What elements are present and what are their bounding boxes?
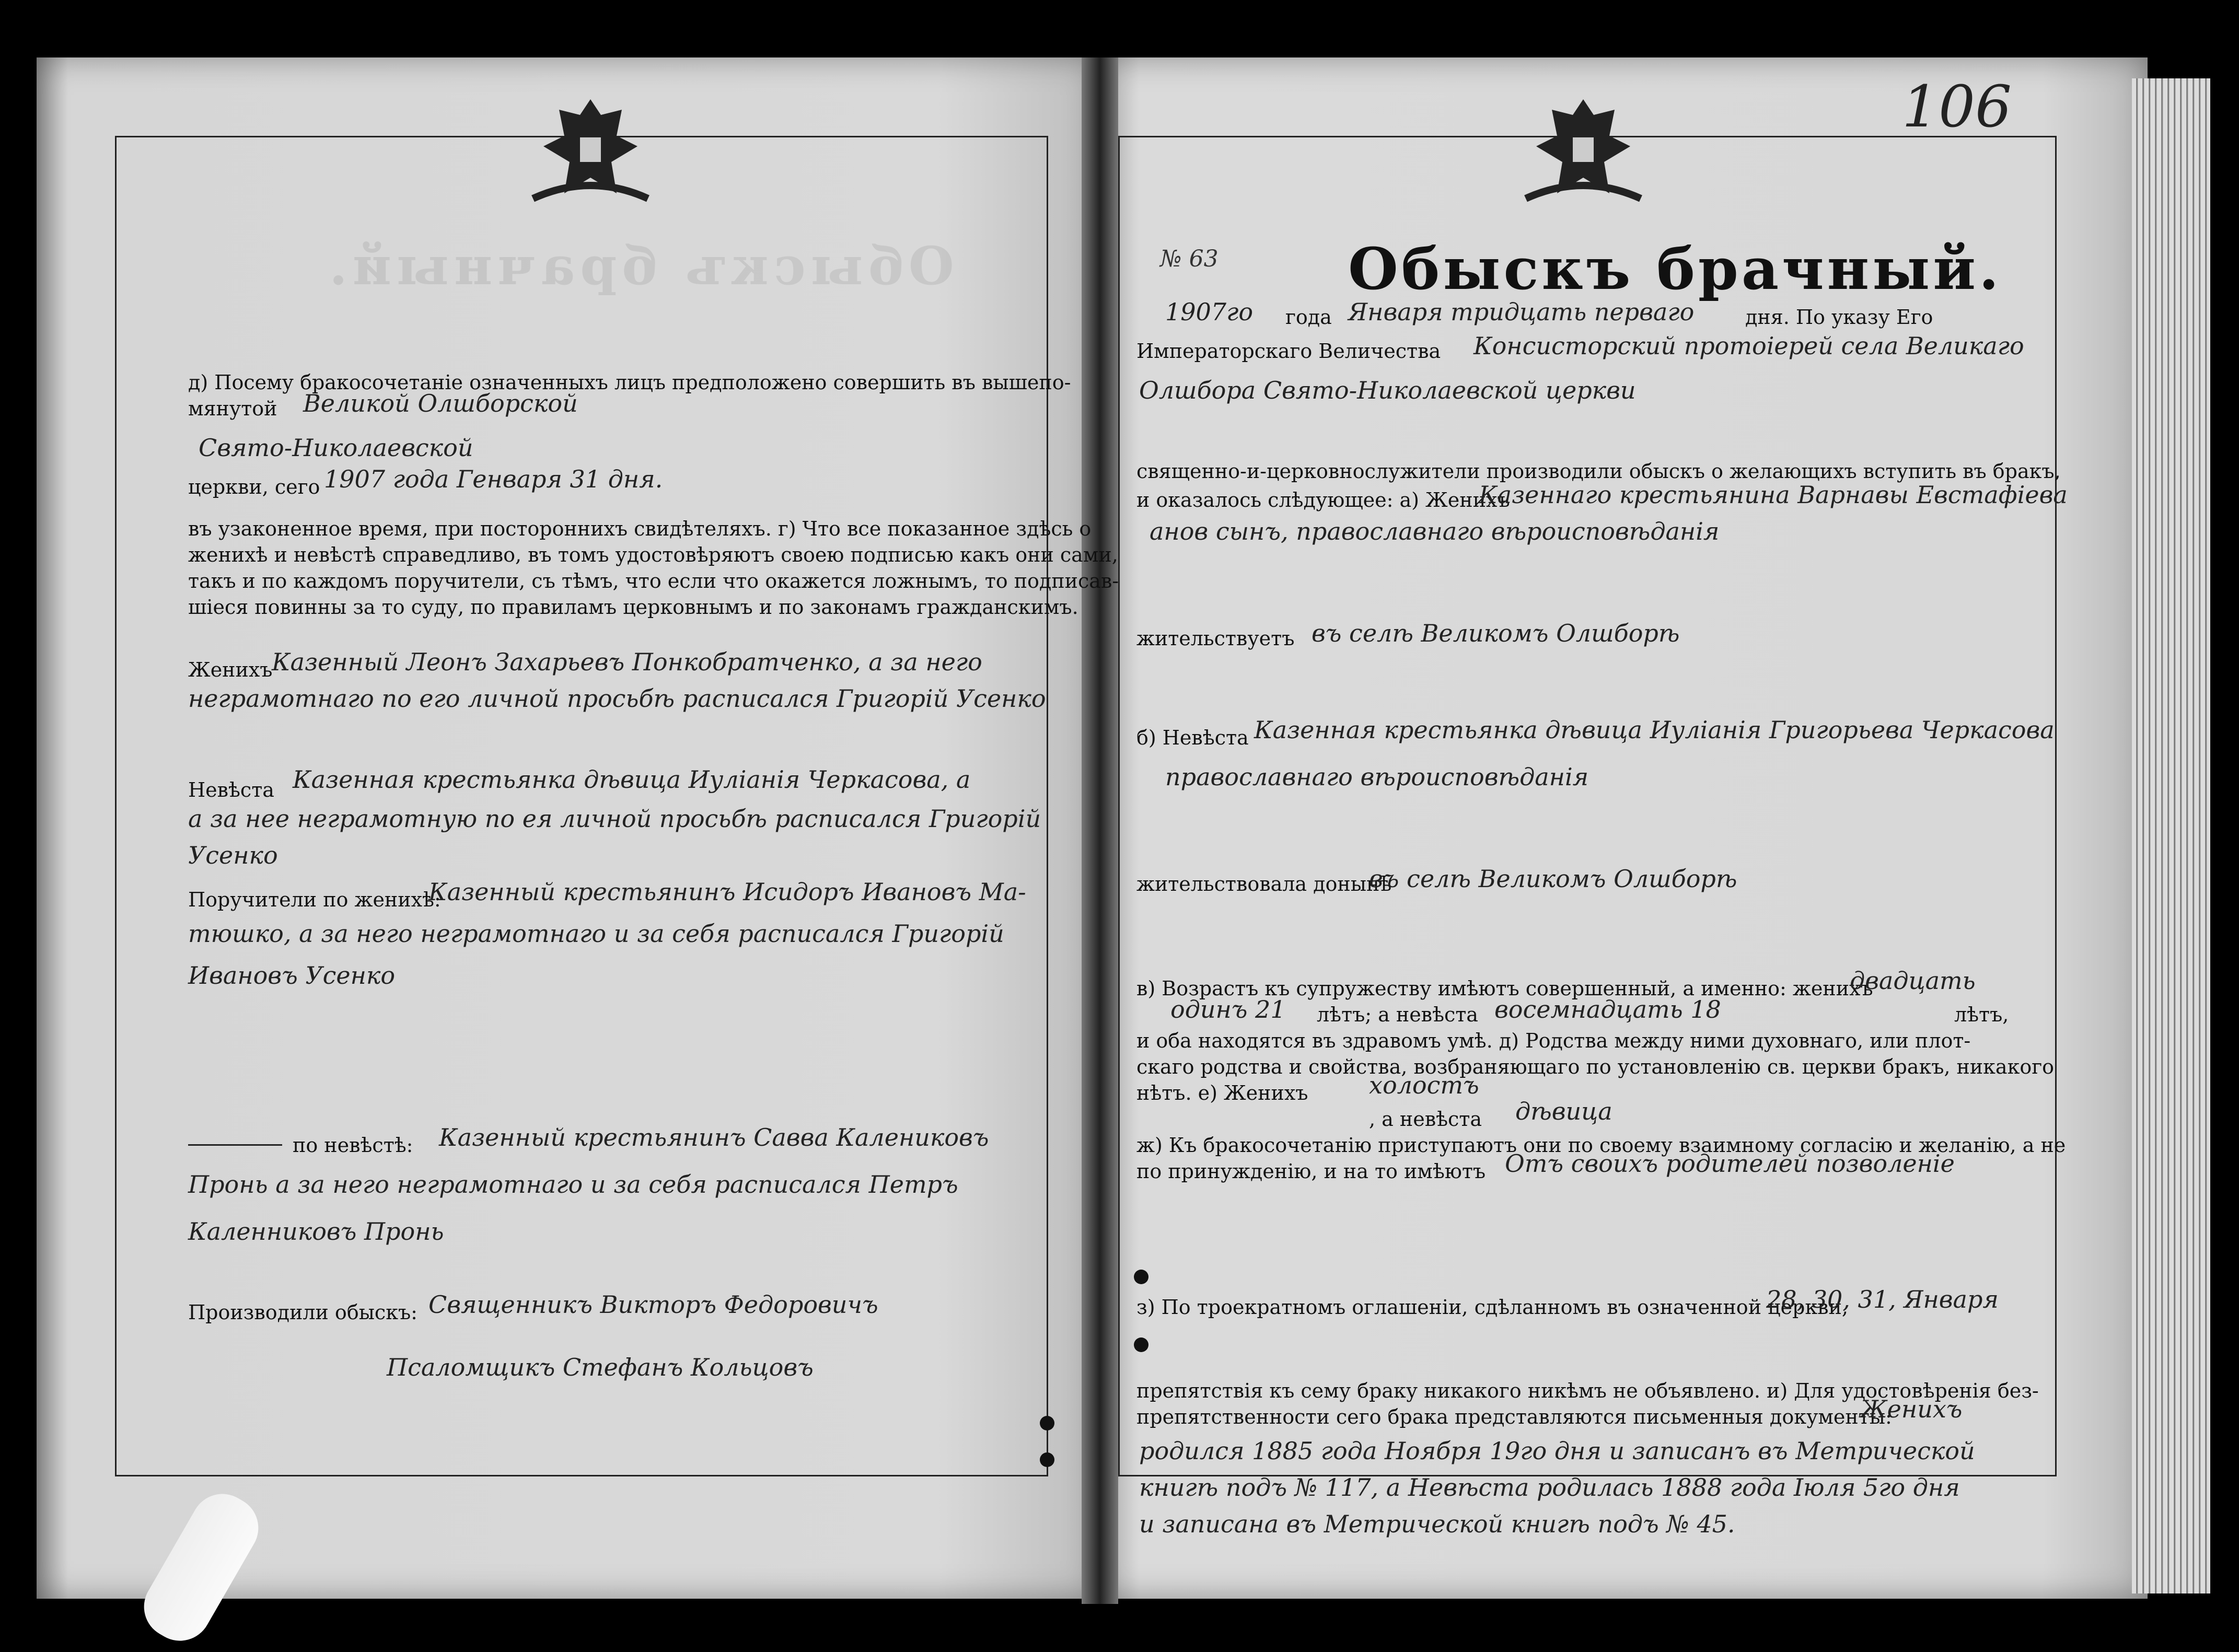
- bleed-through-title: Обыскъ брачный.: [324, 235, 954, 297]
- banns-dates-handwritten: 28, 30, 31, Января: [1766, 1285, 1999, 1313]
- groom-sureties-handwritten-1: Казенный крестьянинъ Исидоръ Ивановъ Ма-: [428, 878, 1026, 906]
- wedding-place-text-2: мянутой: [188, 397, 277, 420]
- bride-signature-handwritten-1: Казенная крестьянка дѣвица Иуліанія Черкасова, а: [293, 765, 971, 794]
- parental-consent-handwritten: Отъ своихъ родителей позволеніе: [1505, 1149, 1955, 1178]
- witness-text-1: въ узаконенное время, при постороннихъ свидѣтеляхъ. г) Что все показанное здѣсь о: [188, 517, 1092, 540]
- bride-signature-handwritten-2: а за нее неграмотную по ея личной просьбѣ расписался Григорій: [188, 805, 1041, 833]
- groom-age-handwritten: двадцать: [1850, 967, 1976, 995]
- witness-text-4: шіеся повинны за то суду, по правиламъ церковнымъ и по законамъ гражданскимъ.: [188, 596, 1078, 619]
- wedding-place-handwritten: Великой Олшборской: [303, 389, 578, 417]
- page-title: Обыскъ брачный.: [1348, 235, 2002, 303]
- wedding-church-handwritten: Свято-Николаевской: [199, 434, 473, 462]
- documents-groom-handwritten: Женихъ: [1860, 1395, 1963, 1423]
- page-number: 106: [1902, 73, 2012, 140]
- bride-label: б) Невѣста: [1136, 726, 1249, 749]
- groom-sureties-label: Поручители по женихѣ:: [188, 888, 441, 911]
- documents-handwritten-3: и записана въ Метрической книгѣ подъ № 45.: [1139, 1510, 1735, 1538]
- consistory-handwritten: Консисторский протоіерей села Великаго: [1474, 332, 2024, 360]
- groom-marital-handwritten: холостъ: [1369, 1071, 1479, 1099]
- bride-name-handwritten: Казенная крестьянка дѣвица Иуліанія Григорьева Черкасова: [1254, 716, 2055, 744]
- bride-age-handwritten: восемнадцать 18: [1494, 995, 1721, 1023]
- groom-signature-handwritten-2: неграмотнаго по его личной просьбѣ расписался Григорій Усенко: [188, 684, 1046, 713]
- priest-signature-handwritten: Священникъ Викторъ Федоровичъ: [428, 1290, 878, 1319]
- record-number: № 63: [1160, 246, 1219, 272]
- bride-residence-label: жительствовала донынѣ: [1136, 872, 1392, 895]
- book-spine: [1082, 57, 1118, 1604]
- consent-text-2: по принужденію, и на то имѣютъ: [1136, 1160, 1486, 1183]
- consent-text: ж) Къ бракосочетанію приступаютъ они по своему взаимному согласію и желанію, а не: [1136, 1134, 2066, 1157]
- groom-name-handwritten: Казеннаго крестьянина Варнавы Евстафіева: [1479, 481, 2068, 509]
- page-edges: [2132, 78, 2210, 1593]
- kinship-text: скаго родства и свойства, возбраняющаго по установленію св. церкви бракъ, никакого: [1136, 1055, 2054, 1078]
- groom-signature-handwritten-1: Казенный Леонъ Захарьевъ Понкобратченко, а за него: [272, 648, 982, 676]
- ditto-rule: [188, 1144, 282, 1146]
- bride-sureties-handwritten-1: Казенный крестьянинъ Савва Калениковъ: [439, 1123, 989, 1151]
- health-text: и оба находятся въ здравомъ умѣ. д) Родства между ними духовнаго, или плот-: [1136, 1029, 1971, 1052]
- bride-faith-handwritten: православнаго вѣроисповѣданія: [1165, 763, 1589, 791]
- majesty-text: Императорскаго Величества: [1136, 340, 1441, 363]
- decree-text: дня. По указу Его: [1745, 306, 1933, 329]
- groom-residence-label: жительствуетъ: [1136, 627, 1295, 650]
- psalmist-signature-handwritten: Псаломщикъ Стефанъ Кольцовъ: [387, 1353, 814, 1381]
- witness-text-2: женихѣ и невѣстѣ справедливо, въ томъ удостовѣряютъ своею подписью какъ они сами,: [188, 543, 1118, 566]
- bride-sureties-handwritten-2: Пронь а за него неграмотнаго и за себя расписался Петръ: [188, 1170, 958, 1199]
- church-date-handwritten: 1907 года Генваря 31 дня.: [324, 465, 663, 493]
- witness-text-3: такъ и по каждомъ поручители, съ тѣмъ, что если что окажется ложнымъ, то подписав-: [188, 569, 1119, 592]
- banns-text: з) По троекратномъ оглашеніи, сдѣланномъ въ означенной церкви,: [1136, 1296, 1848, 1319]
- bride-sureties-handwritten-3: Каленниковъ Пронь: [188, 1217, 444, 1246]
- groom-signature-label: Женихъ: [188, 658, 273, 681]
- performed-by-label: Производили обыскъ:: [188, 1301, 417, 1324]
- wedding-place-text: д) Посему бракосочетаніе означенныхъ лицъ предположено совершить въ вышепо-: [188, 371, 1071, 394]
- bride-marital-handwritten: дѣвица: [1515, 1097, 1612, 1125]
- bride-residence-handwritten: въ селѣ Великомъ Олшборѣ: [1369, 865, 1737, 893]
- year-label: года: [1285, 306, 1332, 329]
- age-text: в) Возрастъ къ супружеству имѣютъ совершенный, а именно: женихъ: [1136, 977, 1873, 1000]
- groom-residence-handwritten: въ селѣ Великомъ Олшборѣ: [1312, 619, 1680, 647]
- bride-signature-handwritten-3: Усенко: [188, 841, 278, 869]
- documents-handwritten-1: родился 1885 года Ноября 19го дня и записанъ въ Метрической: [1139, 1437, 1975, 1465]
- church-handwritten: Олшбора Свято-Николаевской церкви: [1139, 376, 1636, 404]
- groom-sureties-handwritten-2: тюшко, а за него неграмотнаго и за себя расписался Григорій: [188, 920, 1004, 948]
- documents-handwritten-2: книгѣ подъ № 117, а Невѣста родилась 1888 года Іюля 5го дня: [1139, 1473, 1960, 1502]
- groom-sureties-handwritten-3: Ивановъ Усенко: [188, 961, 396, 990]
- bride-age-label: лѣтъ; а невѣста: [1317, 1003, 1478, 1026]
- bride-sureties-label: по невѣстѣ:: [293, 1134, 413, 1157]
- binding-hole: [1040, 1452, 1054, 1467]
- year-handwritten: 1907го: [1165, 298, 1254, 326]
- bride-signature-label: Невѣста: [188, 778, 274, 801]
- groom-age-num-handwritten: одинъ 21: [1170, 995, 1286, 1023]
- binding-hole: [1134, 1270, 1148, 1284]
- church-date-label: церкви, сего: [188, 475, 320, 498]
- date-handwritten: Января тридцать перваго: [1348, 298, 1695, 326]
- marital-groom-label: нѣтъ. е) Женихъ: [1136, 1081, 1308, 1104]
- binding-hole: [1040, 1416, 1054, 1430]
- found-text: и оказалось слѣдующее: а) Женихъ: [1136, 488, 1510, 511]
- marital-bride-label: , а невѣста: [1369, 1108, 1482, 1131]
- years-label: лѣтъ,: [1954, 1003, 2009, 1026]
- clergy-text: священно-и-церковнослужители производили обыскъ о желающихъ вступить въ бракъ,: [1136, 460, 2061, 483]
- impediment-text: препятствія къ сему браку никакого никѣмъ не объявлено. и) Для удостовѣренія без-: [1136, 1379, 2039, 1402]
- groom-faith-handwritten: анов сынъ, православнаго вѣроисповѣданія: [1150, 517, 1720, 545]
- documents-text: препятственности сего брака представляются письменныя документы:: [1136, 1405, 1892, 1428]
- binding-hole: [1134, 1337, 1148, 1352]
